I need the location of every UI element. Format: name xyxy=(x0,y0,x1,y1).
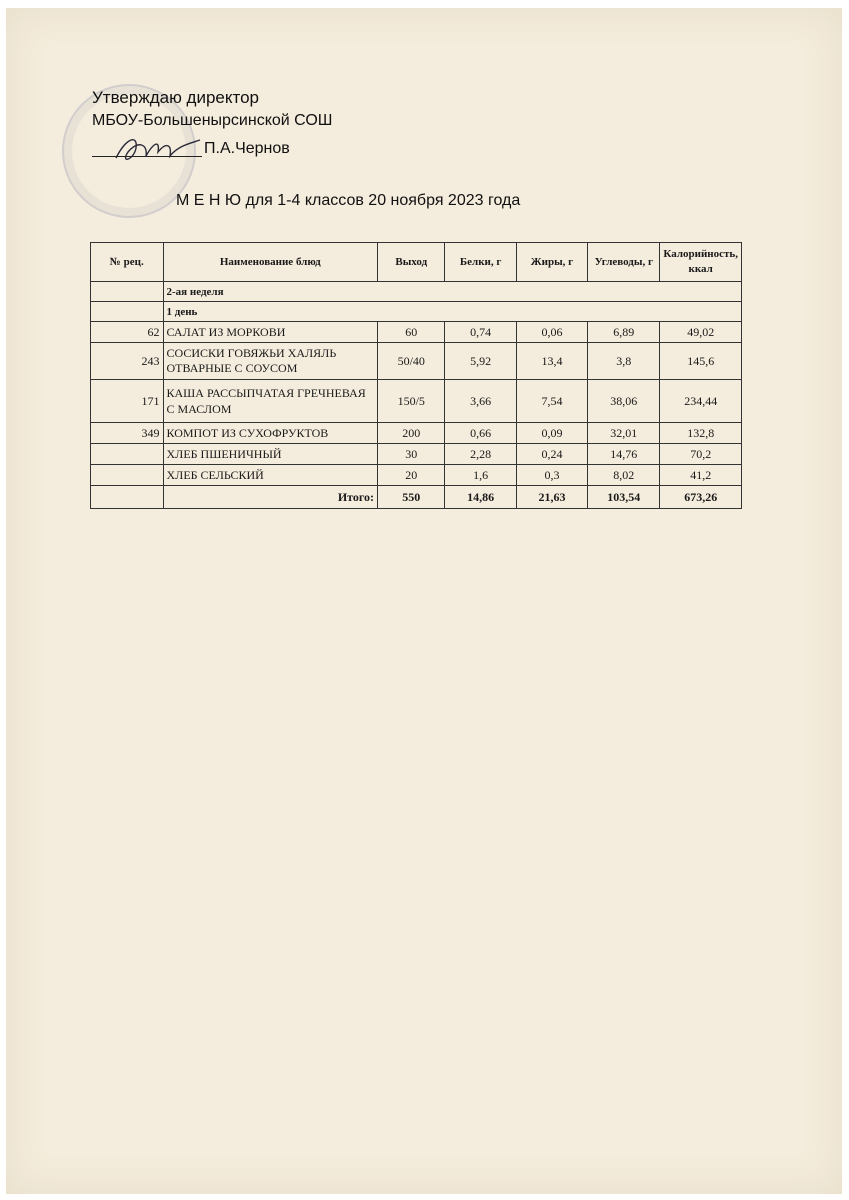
cell-carbs: 3,8 xyxy=(588,343,660,380)
table-row xyxy=(91,423,742,444)
cell-name: КАША РАССЫПЧАТАЯ ГРЕЧНЕВАЯ С МАСЛОМ xyxy=(163,380,378,423)
table-row xyxy=(91,380,742,423)
signature-line xyxy=(92,156,202,157)
cell-proteins: 0,74 xyxy=(445,322,516,343)
approve-line: Утверждаю директор xyxy=(92,88,260,107)
cell-calories: 132,8 xyxy=(660,423,742,444)
signature xyxy=(108,130,208,170)
cell-carbs: 38,06 xyxy=(588,380,660,423)
total-row xyxy=(91,486,742,509)
cell-name: ХЛЕБ ПШЕНИЧНЫЙ xyxy=(163,444,378,465)
cell-fats: 0,09 xyxy=(516,423,587,444)
cell-carbs: 14,76 xyxy=(588,444,660,465)
total-calories: 673,26 xyxy=(660,486,742,509)
col-output: Выход xyxy=(378,243,445,282)
cell-name: СОСИСКИ ГОВЯЖЬИ ХАЛЯЛЬ ОТВАРНЫЕ С СОУСОМ xyxy=(163,343,378,380)
cell-fats: 13,4 xyxy=(516,343,587,380)
cell-carbs: 32,01 xyxy=(588,423,660,444)
cell-output: 20 xyxy=(378,465,445,486)
col-recipe-number: № рец. xyxy=(91,243,164,282)
cell-fats: 0,24 xyxy=(516,444,587,465)
signer-name: П.А.Чернов xyxy=(204,140,290,157)
cell-num: 243 xyxy=(91,343,164,380)
total-proteins: 14,86 xyxy=(445,486,516,509)
cell-calories: 145,6 xyxy=(660,343,742,380)
cell-name: САЛАТ ИЗ МОРКОВИ xyxy=(163,322,378,343)
cell-num xyxy=(91,444,164,465)
col-proteins: Белки, г xyxy=(445,243,516,282)
cell-proteins: 2,28 xyxy=(445,444,516,465)
cell-proteins: 0,66 xyxy=(445,423,516,444)
cell-calories: 49,02 xyxy=(660,322,742,343)
table-row xyxy=(91,444,742,465)
cell-calories: 70,2 xyxy=(660,444,742,465)
cell-carbs: 8,02 xyxy=(588,465,660,486)
total-output: 550 xyxy=(378,486,445,509)
menu-title: М Е Н Ю для 1-4 классов 20 ноября 2023 года xyxy=(176,192,521,209)
col-carbs: Углеводы, г xyxy=(588,243,660,282)
col-calories: Калорийность, ккал xyxy=(660,243,742,282)
cell-fats: 0,06 xyxy=(516,322,587,343)
cell-name: КОМПОТ ИЗ СУХОФРУКТОВ xyxy=(163,423,378,444)
week-row xyxy=(91,282,742,302)
cell-num xyxy=(91,465,164,486)
cell-fats: 7,54 xyxy=(516,380,587,423)
day-row xyxy=(91,302,742,322)
week-label: 2-ая неделя xyxy=(163,282,741,302)
cell-output: 50/40 xyxy=(378,343,445,380)
table-row xyxy=(91,465,742,486)
cell-output: 200 xyxy=(378,423,445,444)
day-label: 1 день xyxy=(163,302,741,322)
cell-num: 349 xyxy=(91,423,164,444)
cell-output: 30 xyxy=(378,444,445,465)
school-name: МБОУ-Большенырсинской СОШ xyxy=(92,112,333,129)
cell-proteins: 1,6 xyxy=(445,465,516,486)
cell-proteins: 5,92 xyxy=(445,343,516,380)
table-row xyxy=(91,343,742,380)
cell-calories: 234,44 xyxy=(660,380,742,423)
cell-num: 62 xyxy=(91,322,164,343)
menu-table xyxy=(90,242,742,509)
cell-calories: 41,2 xyxy=(660,465,742,486)
table-row xyxy=(91,322,742,343)
cell-num: 171 xyxy=(91,380,164,423)
total-fats: 21,63 xyxy=(516,486,587,509)
total-label: Итого: xyxy=(163,486,378,509)
cell-name: ХЛЕБ СЕЛЬСКИЙ xyxy=(163,465,378,486)
cell-fats: 0,3 xyxy=(516,465,587,486)
col-fats: Жиры, г xyxy=(516,243,587,282)
col-dish-name: Наименование блюд xyxy=(163,243,378,282)
total-carbs: 103,54 xyxy=(588,486,660,509)
cell-carbs: 6,89 xyxy=(588,322,660,343)
cell-output: 60 xyxy=(378,322,445,343)
cell-output: 150/5 xyxy=(378,380,445,423)
cell-proteins: 3,66 xyxy=(445,380,516,423)
table-header-row xyxy=(91,243,742,282)
